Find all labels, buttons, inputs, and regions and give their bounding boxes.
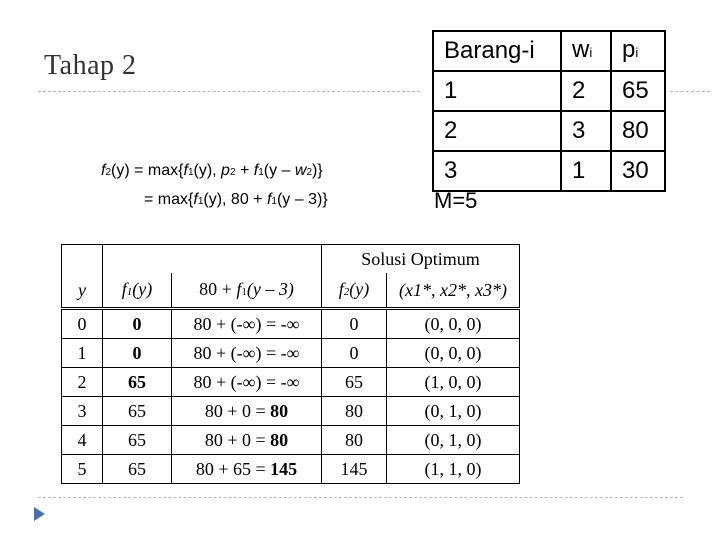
- dp-cell-x: (0, 1, 0): [387, 397, 520, 426]
- dp-empty-cell: [103, 245, 322, 274]
- formula-text: +: [235, 162, 254, 179]
- divider-top-right: [670, 91, 710, 92]
- items-cell: 30: [611, 151, 665, 191]
- items-header-barang: Barang-i: [433, 31, 561, 71]
- dp-cell-f1: 0: [103, 339, 172, 368]
- items-cell: 3: [561, 111, 611, 151]
- dp-h-text: f: [338, 278, 344, 299]
- formula-text: (y – 3)}: [276, 191, 328, 208]
- items-header-p-text: p: [622, 35, 636, 63]
- dp-row: [62, 397, 520, 426]
- dp-cell-expr: 80 + (-∞) = -∞: [172, 368, 322, 397]
- formula-term: f: [266, 191, 272, 208]
- formula-sub: 2: [105, 167, 112, 178]
- bullet-arrow-icon: [34, 507, 45, 521]
- dp-header-f1: [103, 273, 172, 309]
- items-cell: 80: [611, 111, 665, 151]
- dp-cell-expr: 80 + 65 = 145: [172, 455, 322, 484]
- formula-sub: 1: [187, 167, 194, 178]
- formula-term: p: [221, 162, 230, 179]
- dp-cell-f2: 65: [322, 368, 387, 397]
- items-header-p: [611, 31, 665, 71]
- dp-cell-f1: 65: [103, 368, 172, 397]
- formula-text: = max{: [144, 191, 194, 208]
- items-header-p-sub: i: [635, 44, 639, 60]
- dp-header-x: (x1*, x2*, x3*): [387, 273, 520, 309]
- dp-header-expr: [172, 273, 322, 309]
- formula-line-2: [144, 191, 328, 209]
- items-header-w: [561, 31, 611, 71]
- dp-cell-y: 1: [62, 339, 103, 368]
- items-table: [432, 30, 666, 192]
- dp-cell-f1: 65: [103, 426, 172, 455]
- dp-h-text: (y): [349, 278, 370, 299]
- formula-sub: 2: [229, 167, 236, 178]
- dp-h-text: (y – 3): [246, 278, 294, 299]
- dp-group-header-row: [62, 245, 520, 274]
- formula-text: (y),: [193, 162, 222, 179]
- formula-sub: 1: [197, 196, 204, 207]
- formula-term: f: [193, 191, 198, 208]
- dp-row: [62, 426, 520, 455]
- dp-cell-f1: 65: [103, 397, 172, 426]
- dp-cell-expr: 80 + 0 = 80: [172, 426, 322, 455]
- dp-h-sub: 1: [241, 285, 247, 298]
- formula-line-1: [101, 162, 323, 180]
- items-header-w-text: w: [572, 35, 590, 63]
- formula-text: (y) = max{: [111, 162, 184, 179]
- dp-h-text: 80 +: [199, 278, 237, 299]
- formula-text: (y –: [263, 162, 295, 179]
- dp-cell-f2: 80: [322, 397, 387, 426]
- formula-sub: 1: [271, 196, 277, 207]
- dp-cell-f2: 0: [322, 339, 387, 368]
- dp-cell-expr: 80 + (-∞) = -∞: [172, 339, 322, 368]
- dp-h-sub: 2: [343, 285, 350, 298]
- dp-cell-expr: 80 + (-∞) = -∞: [172, 309, 322, 339]
- slide-title: Tahap 2: [44, 50, 137, 81]
- formula-term: f: [101, 162, 106, 179]
- dp-cell-y: 2: [62, 368, 103, 397]
- formula-term: w: [294, 162, 307, 179]
- dp-h-text: f: [236, 278, 242, 299]
- items-cell: 2: [433, 111, 561, 151]
- items-cell: 2: [561, 71, 611, 111]
- formula-text: )}: [312, 162, 323, 179]
- dp-cell-y: 0: [62, 309, 103, 339]
- items-row: [433, 111, 665, 151]
- items-cell: 1: [433, 71, 561, 111]
- dp-cell-x: (0, 1, 0): [387, 426, 520, 455]
- items-row: [433, 71, 665, 111]
- dp-cell-f1: 0: [103, 309, 172, 339]
- dp-cell-x: (0, 0, 0): [387, 339, 520, 368]
- items-row: [433, 151, 665, 191]
- dp-cell-x: (1, 0, 0): [387, 368, 520, 397]
- dp-cell-f2: 0: [322, 309, 387, 339]
- dp-header-row: [62, 273, 520, 309]
- dp-h-text: (y): [132, 278, 153, 299]
- dp-row: [62, 309, 520, 339]
- capacity-label: M=5: [434, 188, 478, 213]
- dp-cell-expr: 80 + 0 = 80: [172, 397, 322, 426]
- dp-header-f2: [322, 273, 387, 309]
- dp-header-y: y: [62, 273, 103, 309]
- dp-empty-cell: [62, 245, 103, 274]
- divider-bottom: [38, 497, 683, 498]
- items-cell: 3: [433, 151, 561, 191]
- dp-row: [62, 455, 520, 484]
- dp-table: [61, 244, 520, 484]
- formula-text: (y), 80 +: [203, 191, 267, 208]
- dp-cell-f1: 65: [103, 455, 172, 484]
- dp-group-header: Solusi Optimum: [322, 245, 520, 274]
- dp-cell-x: (1, 1, 0): [387, 455, 520, 484]
- formula-sub: 2: [306, 167, 313, 178]
- divider-top: [38, 91, 420, 92]
- dp-cell-f2: 80: [322, 426, 387, 455]
- items-header-w-sub: i: [589, 44, 593, 60]
- dp-row: [62, 339, 520, 368]
- dp-row: [62, 368, 520, 397]
- dp-cell-f2: 145: [322, 455, 387, 484]
- dp-table-body: [62, 309, 520, 484]
- items-header-row: [433, 31, 665, 71]
- formula-sub: 1: [258, 167, 264, 178]
- dp-h-text: f: [121, 278, 127, 299]
- dp-cell-y: 4: [62, 426, 103, 455]
- formula-term: f: [183, 162, 188, 179]
- dp-cell-y: 3: [62, 397, 103, 426]
- items-cell: 1: [561, 151, 611, 191]
- dp-cell-y: 5: [62, 455, 103, 484]
- items-cell: 65: [611, 71, 665, 111]
- formula-term: f: [253, 162, 259, 179]
- dp-cell-x: (0, 0, 0): [387, 309, 520, 339]
- dp-h-sub: 1: [126, 285, 133, 298]
